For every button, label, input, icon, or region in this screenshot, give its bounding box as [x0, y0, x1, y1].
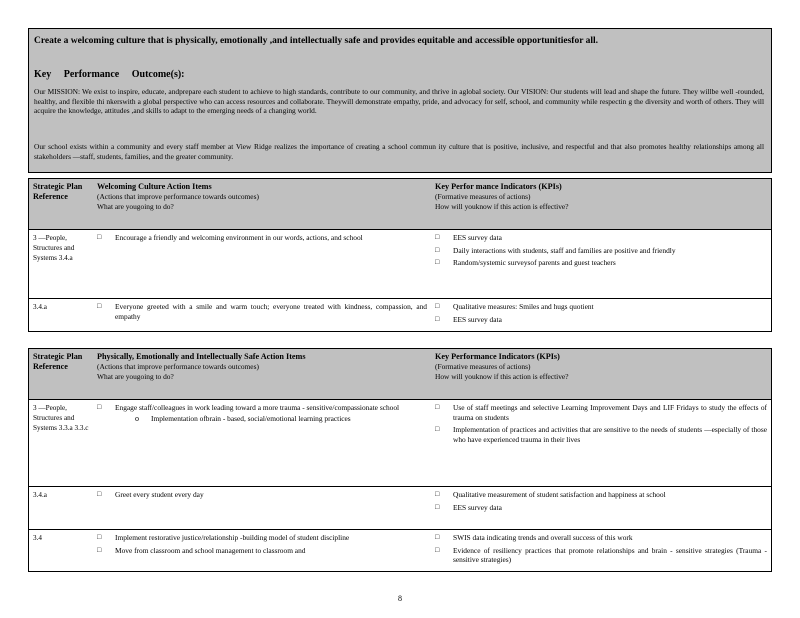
- bullet-box-icon: □: [435, 233, 440, 241]
- col-action-items-title: Welcoming Culture Action Items: [97, 182, 212, 191]
- col-kpi-title: Key Perfor mance Indicators (KPIs): [435, 182, 562, 191]
- row-ref: 3 —People, Structures and Systems 3.4.a: [33, 234, 75, 262]
- list-item: □ Engage staff/colleagues in work leading toward a more trauma - sensitive/compassionate school o Implementation ofbrain - based, social/emotional learning practices: [97, 403, 427, 423]
- col-kpi-sub1: (Formative measures of actions): [435, 362, 531, 371]
- bullet-box-icon: □: [435, 245, 440, 254]
- list-item: □ Everyone greeted with a smile and warm touch; everyone treated with kindness, compassion, and empathy: [97, 302, 427, 321]
- safe-action-table: [28, 348, 772, 572]
- bullet-box-icon: □: [97, 403, 102, 411]
- bullet-box-icon: □: [435, 502, 440, 511]
- bullet-box-icon: □: [97, 233, 102, 241]
- bullet-box-icon: □: [97, 302, 102, 310]
- row-ref: 3.4.a: [33, 491, 47, 499]
- col-action-items-sub2: What are yougoing to do?: [97, 371, 174, 381]
- list-item: □ Implementation of practices and activities that are sensitive to the needs of students —especially of those who have experienced trauma in their lives: [435, 425, 767, 444]
- sub-list-item: o Implementation ofbrain - based, social/emotional learning practices: [135, 413, 351, 423]
- col-action-items-sub1: (Actions that improve performance towards outcomes): [97, 362, 259, 371]
- col-action-items-title: Physically, Emotionally and Intellectually Safe Action Items: [97, 352, 306, 361]
- col-kpi-title: Key Performance Indicators (KPIs): [435, 352, 560, 361]
- list-item: □ Daily interactions with students, staff and families are positive and friendly: [435, 245, 676, 255]
- table-row: [29, 487, 772, 530]
- table-header-row: [29, 349, 772, 400]
- list-item: □ Evidence of resiliency practices that promote relationships and brain - sensitive strategies (Trauma -sensitive strategies): [435, 545, 767, 564]
- bullet-box-icon: □: [435, 425, 440, 433]
- welcoming-culture-table: [28, 178, 772, 332]
- list-item: □ EES survey data: [435, 314, 502, 324]
- school-statement-text: Our school exists within a community and every staff member at View Ridge realizes the importance of creating a school commun ity culture that is positive, inclusive, and respectful and that also promotes healthy relationships among all stakeholders —staff, students, families, and the greater community.: [34, 142, 764, 161]
- circle-bullet-icon: o: [135, 413, 139, 423]
- bullet-box-icon: □: [435, 533, 440, 541]
- list-item: □ Implement restorative justice/relationship -building model of student discipline: [97, 533, 350, 542]
- bullet-box-icon: □: [97, 533, 102, 541]
- row-ref: 3 —People, Structures and Systems 3.3.a 3.3.c: [33, 404, 89, 432]
- row-ref: 3.4: [33, 534, 42, 542]
- goal-header-box: [28, 28, 772, 173]
- col-strategic-plan-ref: Strategic Plan Reference: [33, 182, 83, 201]
- bullet-box-icon: □: [435, 490, 440, 498]
- bullet-box-icon: □: [97, 490, 102, 498]
- col-kpi-sub2: How will youknow if this action is effective?: [435, 371, 569, 381]
- bullet-box-icon: □: [435, 258, 440, 266]
- table-row: [29, 400, 772, 487]
- list-item: □ EES survey data: [435, 502, 502, 512]
- col-action-items-sub1: (Actions that improve performance towards outcomes): [97, 192, 259, 201]
- col-action-items-sub2: What are yougoing to do?: [97, 201, 174, 211]
- list-item: □ Encourage a friendly and welcoming environment in our words, actions, and school: [97, 233, 363, 242]
- list-item: □ Qualitative measures: Smiles and hugs quotient: [435, 302, 594, 311]
- mission-vision-text: Our MISSION: We exist to inspire, educate, andprepare each student to achieve to high standards, contribute to our community, and thrive in aglobal society. Our VISION: Our students will lead and shape the future. They willbe well -rounded, healthy, and flexible thi nkerswith a global perspective who can access resources and collaborate. Theywill demonstrate empathy, pride, and advocacy for self, school, and community while respectin g the diversity and worth of others. They will acquire the knowledge, attitudes ,and skills to adapt to the emerging needs of a changing world.: [34, 87, 764, 115]
- page-number: 8: [398, 594, 402, 603]
- list-item: □ Greet every student every day: [97, 490, 204, 499]
- bullet-box-icon: □: [435, 314, 440, 323]
- bullet-box-icon: □: [97, 545, 102, 554]
- list-item: □ Use of staff meetings and selective Learning Improvement Days and LIF Fridays to study the effects of trauma on students: [435, 403, 767, 422]
- list-item: □ Random/systemic surveysof parents and guest teachers: [435, 258, 616, 267]
- bullet-box-icon: □: [435, 403, 440, 411]
- table-row: [29, 230, 772, 299]
- bullet-box-icon: □: [435, 545, 440, 554]
- list-item: □ Move from classroom and school management to classroom and: [97, 545, 306, 555]
- col-kpi-sub2: How will youknow if this action is effective?: [435, 201, 569, 211]
- goal-statement: Create a welcoming culture that is physically, emotionally ,and intellectually safe and provides equitable and accessible opportunitiesfor all.: [34, 36, 599, 46]
- table-header-row: [29, 179, 772, 230]
- list-item: □ EES survey data: [435, 233, 502, 242]
- list-item: □ Qualitative measurement of student satisfaction and happiness at school: [435, 490, 666, 499]
- table-row: [29, 299, 772, 332]
- row-ref: 3.4.a: [33, 303, 47, 311]
- table-row: [29, 530, 772, 572]
- col-kpi-sub1: (Formative measures of actions): [435, 192, 531, 201]
- kpo-title: Key Performance Outcome(s):: [34, 69, 185, 80]
- bullet-box-icon: □: [435, 302, 440, 310]
- col-strategic-plan-ref: Strategic Plan Reference: [33, 352, 83, 371]
- list-item: □ SWIS data indicating trends and overall success of this work: [435, 533, 633, 542]
